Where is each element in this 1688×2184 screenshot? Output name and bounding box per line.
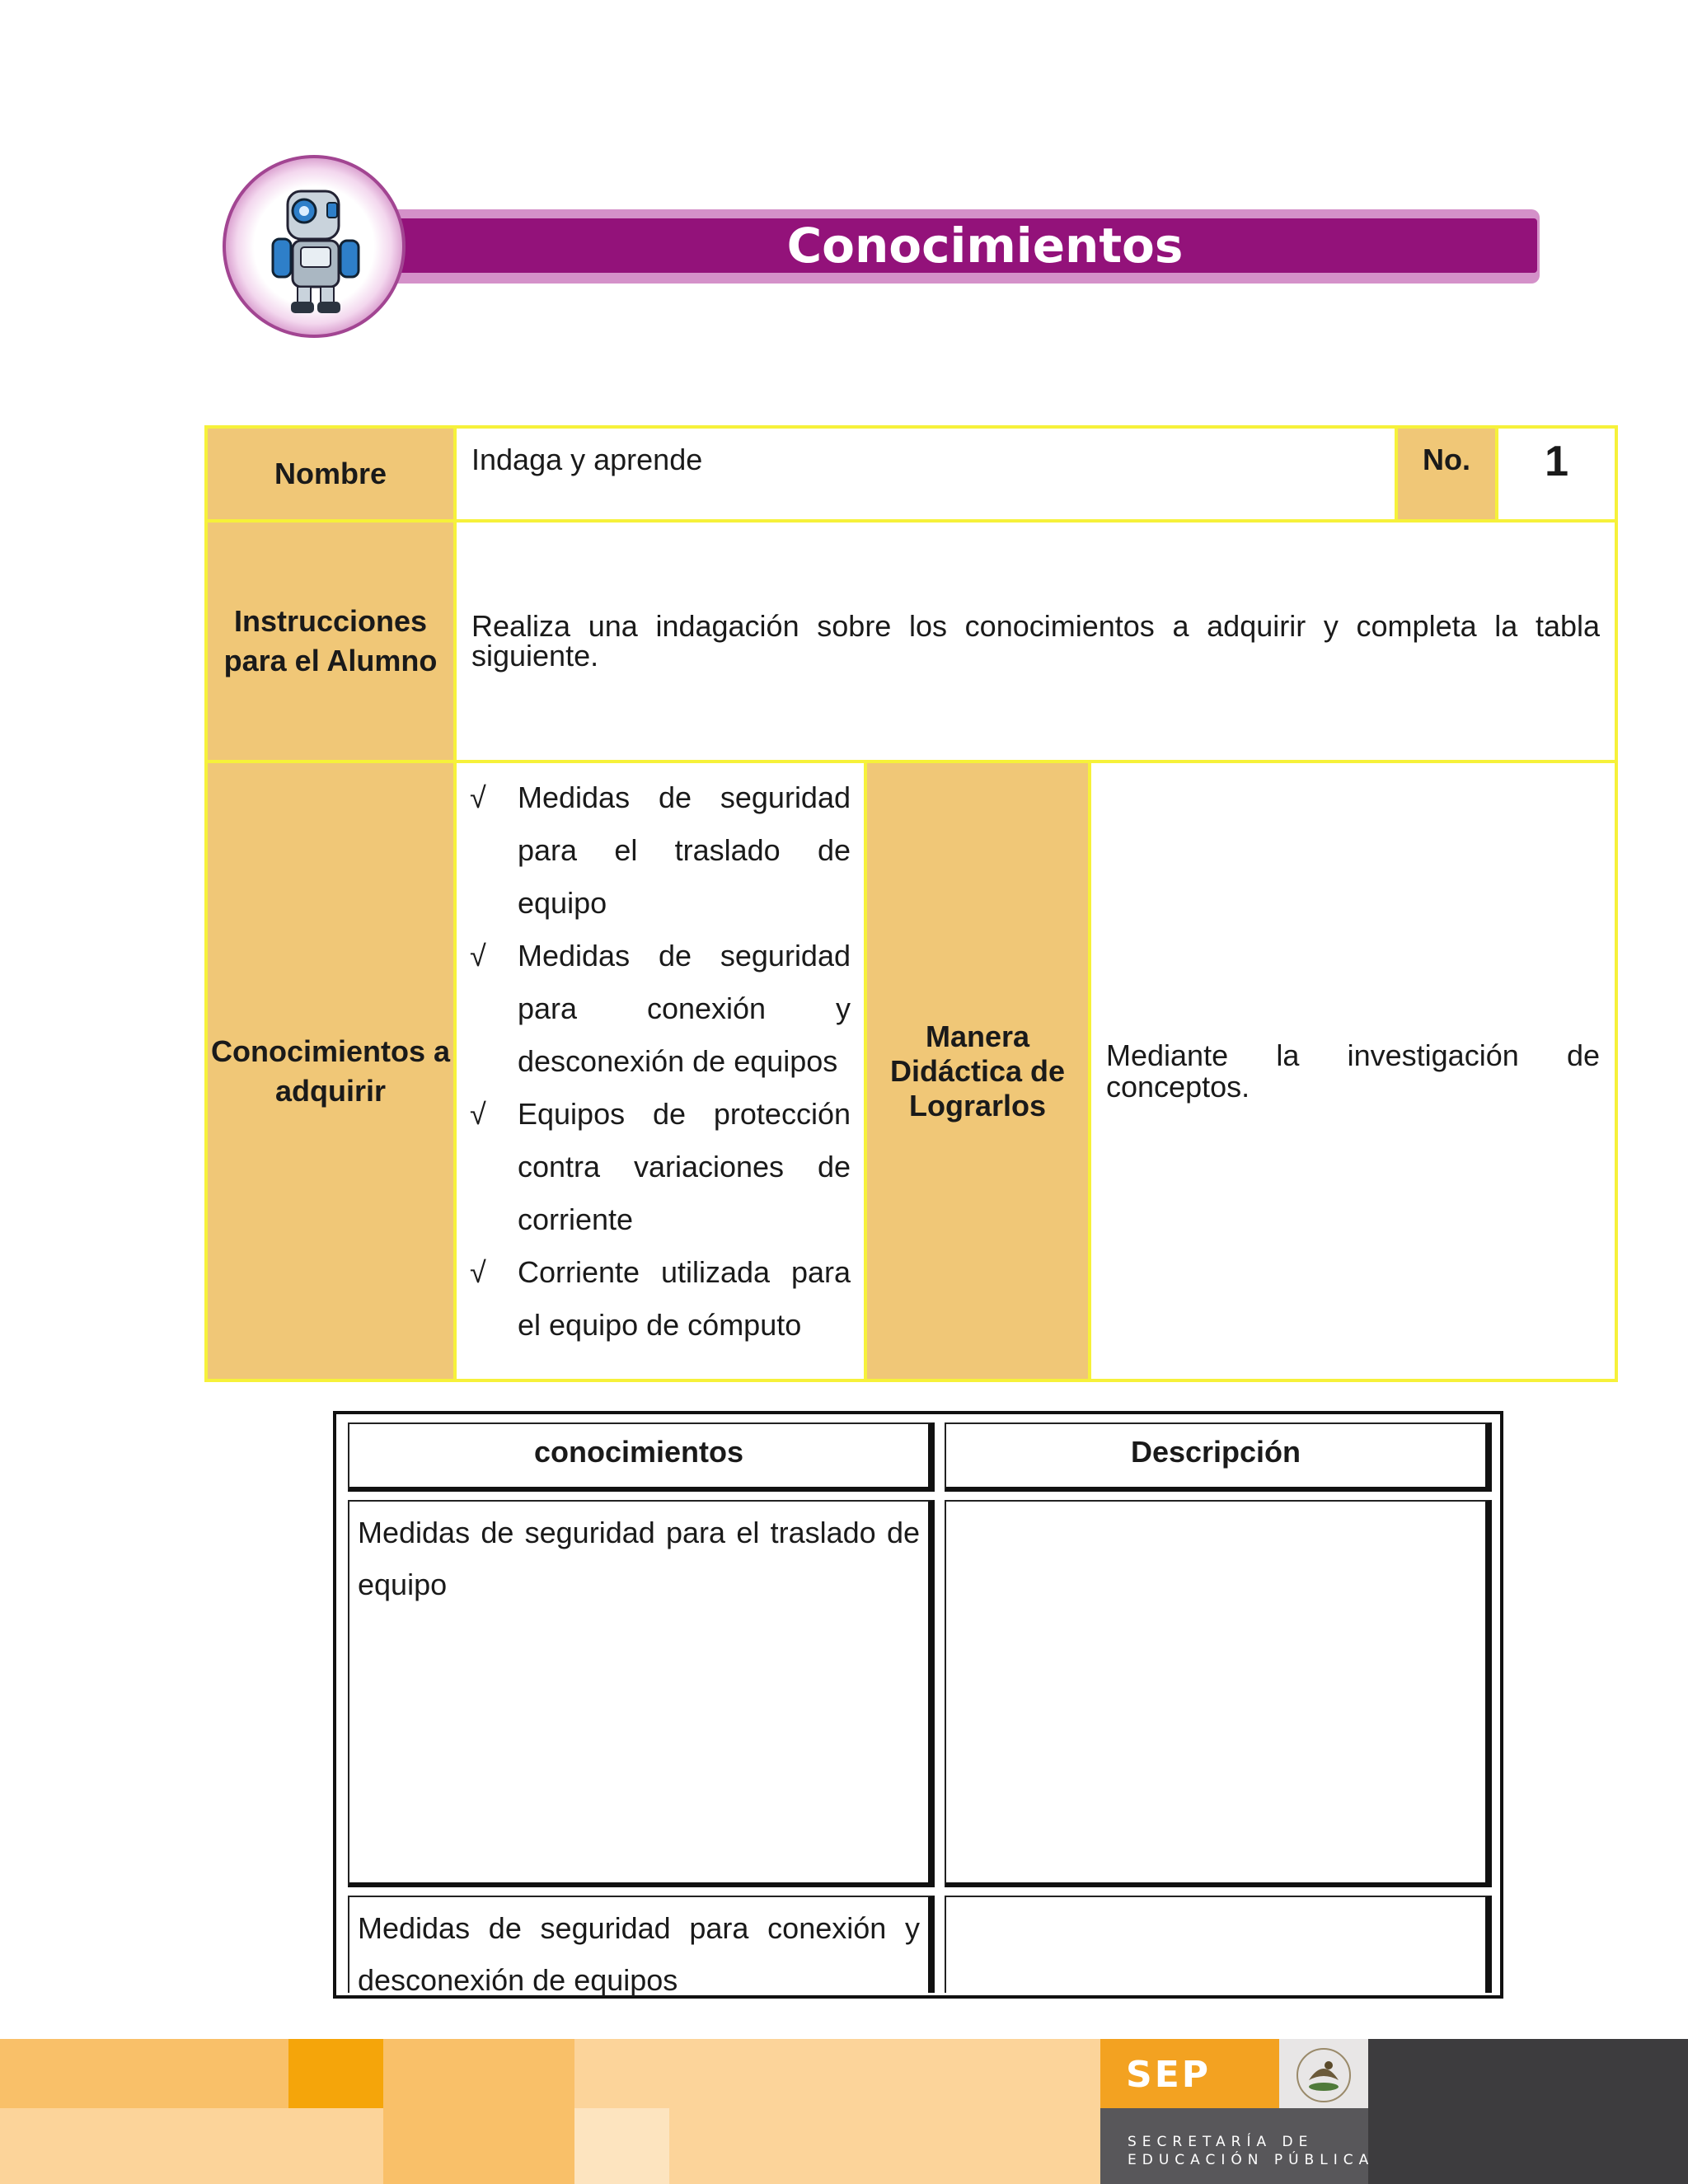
footer-block: [574, 2108, 669, 2184]
table-cell-conocimiento: Medidas de seguridad para conexión y desconexión de equipos: [348, 1896, 935, 1993]
robot-emblem: [223, 155, 406, 338]
footer-block: [574, 2039, 1100, 2108]
instrucciones-text: Realiza una indagación sobre los conocimientos a adquirir y completa la tabla siguiente.: [471, 609, 1601, 673]
list-item: [470, 771, 851, 930]
robot-icon: [255, 175, 378, 319]
footer-block: [383, 2108, 574, 2184]
nombre-value: Indaga y aprende: [455, 427, 1396, 521]
conocimientos-table: [333, 1411, 1503, 1999]
table-cell-conocimiento: Medidas de seguridad para el traslado de equipo: [348, 1500, 935, 1887]
footer-block: [669, 2108, 1100, 2184]
check-icon: √: [470, 939, 486, 972]
manera-text: Mediante la investigación de conceptos.: [1106, 1038, 1601, 1104]
list-item-text: Medidas de seguridad para conexión y desconexión de equipos: [518, 939, 851, 1078]
list-item: [470, 930, 851, 1088]
footer-block: [383, 2039, 574, 2108]
sep-logo: SEP: [1126, 2054, 1211, 2096]
list-item-text: Equipos de protección contra variaciones de corriente: [518, 1097, 851, 1236]
list-item-text: Medidas de seguridad para el traslado de equipo: [518, 780, 851, 920]
footer-block: [288, 2039, 383, 2108]
check-icon: √: [470, 1255, 486, 1289]
list-item: [470, 1088, 851, 1246]
table-cell-descripcion[interactable]: [945, 1896, 1492, 1993]
footer-dark-block: [1368, 2039, 1688, 2184]
activity-info-table: [204, 425, 1618, 1382]
manera-label: Manera Didáctica de Lograrlos: [865, 762, 1090, 1380]
page-title: Conocimientos: [786, 218, 1184, 274]
sep-subtitle-line: SECRETARÍA DE: [1128, 2134, 1314, 2150]
instrucciones-cell: [455, 521, 1616, 762]
instrucciones-label: Instrucciones para el Alumno: [206, 521, 455, 762]
conocimientos-list-cell: [455, 762, 865, 1380]
check-icon: √: [470, 780, 486, 814]
manera-cell: [1090, 762, 1616, 1380]
footer-block: [0, 2039, 288, 2108]
sep-subtitle: [1128, 2133, 1374, 2169]
column-header-descripcion: Descripción: [945, 1422, 1492, 1492]
no-value: 1: [1497, 427, 1616, 521]
column-header-conocimientos: conocimientos: [348, 1422, 935, 1492]
sep-subtitle-line: EDUCACIÓN PÚBLICA: [1128, 2152, 1375, 2168]
nombre-label: Nombre: [206, 427, 455, 521]
footer-block: [0, 2108, 383, 2184]
list-item-text: Corriente utilizada para el equipo de cómputo: [518, 1255, 851, 1342]
check-icon: √: [470, 1097, 486, 1131]
coat-of-arms-block: [1279, 2039, 1368, 2108]
table-cell-descripcion[interactable]: [945, 1500, 1492, 1887]
no-label: No.: [1396, 427, 1497, 521]
list-item: [470, 1246, 851, 1352]
coat-of-arms-icon: [1279, 2039, 1368, 2108]
conocimientos-list: [457, 763, 864, 1352]
conocimientos-label: Conocimientos a adquirir: [206, 762, 455, 1380]
